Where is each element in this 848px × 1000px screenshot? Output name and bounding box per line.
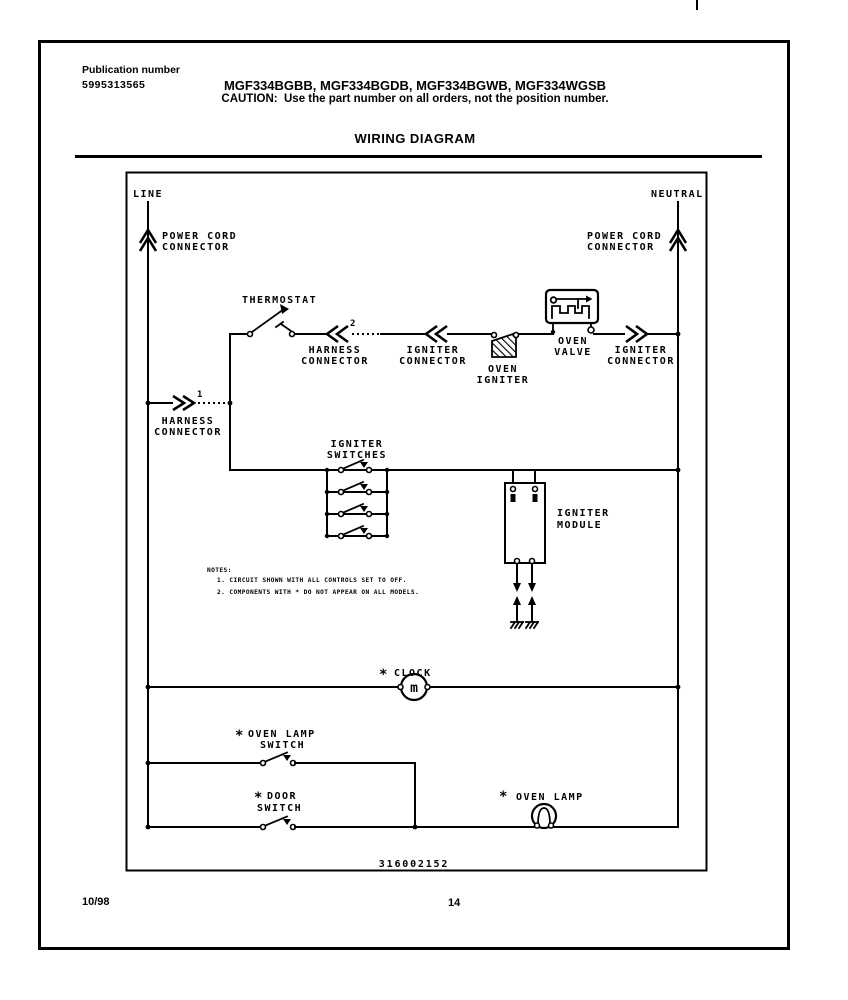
power-cord-connector-left-label-1: POWER CORD	[162, 231, 238, 242]
oven-valve	[546, 290, 598, 358]
page-title: WIRING DIAGRAM	[354, 131, 476, 146]
harness-connector-1-ref: 1	[197, 390, 203, 400]
line-bus	[133, 189, 237, 827]
harness-connector-2	[301, 319, 369, 367]
module-terminal-mark-right	[533, 494, 538, 502]
door-switch-label-2: SWITCH	[257, 803, 303, 814]
clock-motor-glyph: m	[410, 681, 418, 696]
notes	[207, 567, 419, 596]
igniter-connector-left	[399, 326, 467, 367]
notes-heading: NOTES:	[207, 567, 232, 574]
igniter-connector-left-label-1: IGNITER	[406, 345, 460, 356]
note-item-1: 1. CIRCUIT SHOWN WITH ALL CONTROLS SET TO OFF.	[217, 577, 407, 584]
door-switch-branch	[146, 790, 678, 830]
oven-igniter-label-2: IGNITER	[476, 375, 530, 386]
publication-label: Publication number	[82, 64, 181, 76]
spark-electrode-right	[526, 564, 538, 628]
diagram-part-number: 316002152	[378, 859, 450, 870]
harness-connector-2-label-2: CONNECTOR	[301, 356, 369, 367]
igniter-module-label-2: MODULE	[557, 520, 603, 531]
thermostat	[242, 295, 317, 337]
oven-valve-label-1: OVEN	[557, 336, 589, 347]
spark-electrode-left	[511, 564, 523, 628]
oven-lamp-switch-asterisk: *	[235, 728, 244, 744]
igniter-connector-right	[607, 326, 675, 367]
igniter-module-label-1: IGNITER	[557, 508, 610, 519]
igniter-connector-right-label-2: CONNECTOR	[607, 356, 675, 367]
igniter-switches-label-2: SWITCHES	[326, 450, 388, 461]
oven-valve-label-2: VALVE	[554, 347, 592, 358]
harness-connector-2-label-1: HARNESS	[308, 345, 362, 356]
harness-connector-1-label-1: HARNESS	[161, 416, 215, 427]
igniter-connector-right-label-1: IGNITER	[614, 345, 668, 356]
igniter-switches-label-1: IGNITER	[330, 439, 384, 450]
caution-text: CAUTION: Use the part number on all orders, not the position number.	[221, 93, 609, 105]
module-terminal-mark-left	[511, 494, 516, 502]
clock-asterisk: *	[379, 667, 388, 683]
oven-lamp-switch-label-1: OVEN LAMP	[248, 729, 316, 740]
oven-lamp-switch-label-2: SWITCH	[260, 740, 306, 751]
igniter-module	[505, 470, 610, 628]
oven-lamp-asterisk: *	[499, 789, 508, 805]
publication-number: 5995313565	[82, 79, 146, 91]
door-switch-asterisk: *	[254, 790, 263, 806]
harness-connector-1-label-2: CONNECTOR	[154, 427, 222, 438]
oven-igniter	[477, 333, 530, 387]
diagram-border	[127, 173, 707, 871]
thermostat-label: THERMOSTAT	[242, 295, 318, 306]
neutral-bus-label: NEUTRAL	[651, 189, 704, 200]
igniter-connector-left-label-2: CONNECTOR	[399, 356, 467, 367]
oven-lamp-switch-branch	[146, 728, 418, 829]
power-cord-connector-right-label-1: POWER CORD	[587, 231, 663, 242]
footer-page-number: 14	[448, 897, 461, 909]
footer-date-code: 10/98	[82, 896, 110, 908]
oven-igniter-label-1: OVEN	[487, 364, 519, 375]
oven-lamp	[499, 789, 584, 828]
harness-connector-2-ref: 2	[350, 319, 356, 329]
igniter-switch-circuit	[230, 439, 680, 539]
harness-connector-1	[146, 390, 233, 438]
clock-circuit	[146, 667, 681, 700]
note-item-2: 2. COMPONENTS WITH * DO NOT APPEAR ON ALL MODELS.	[217, 589, 420, 596]
line-bus-label: LINE	[133, 189, 164, 200]
power-cord-connector-left-label-2: CONNECTOR	[162, 242, 230, 253]
clock-label: CLOCK	[394, 668, 432, 679]
power-cord-connector-right-label-2: CONNECTOR	[587, 242, 655, 253]
oven-lamp-label: OVEN LAMP	[516, 792, 584, 803]
model-numbers: MGF334BGBB, MGF334BGDB, MGF334BGWB, MGF334WGSB	[223, 78, 607, 93]
door-switch-label-1: DOOR	[267, 791, 298, 802]
